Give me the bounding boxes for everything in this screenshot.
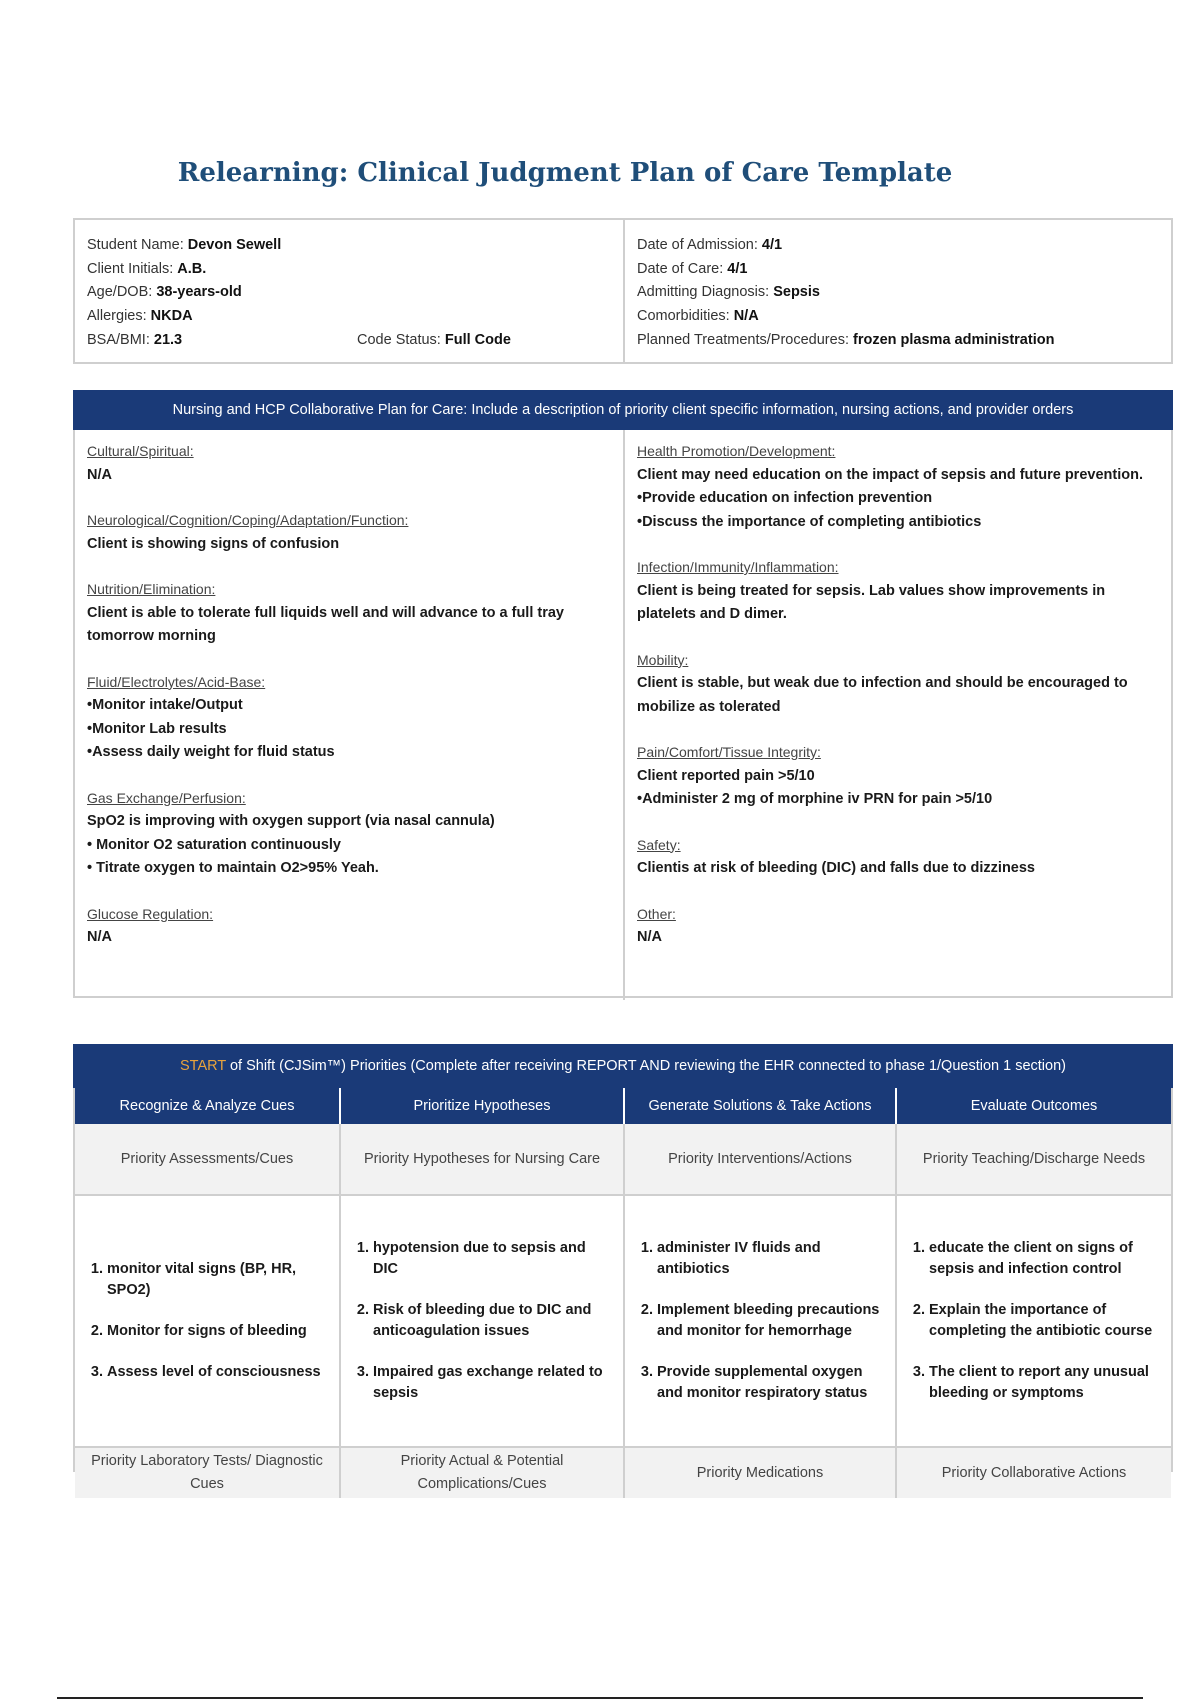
plan-left-column: [75, 430, 623, 1000]
subheader-assessments: Priority Assessments/Cues: [75, 1124, 341, 1194]
info-row: Age/DOB: 38-years-old: [87, 284, 242, 301]
client-info-left: [75, 220, 623, 362]
info-row: Client Initials: A.B.: [87, 260, 207, 277]
list-item: 1. monitor vital signs (BP, HR, SPO2): [107, 1259, 329, 1301]
info-row: Allergies: NKDA: [87, 308, 193, 325]
client-initials: A.B.: [177, 260, 207, 277]
footer-complications: Priority Actual & Potential Complications/Cues: [341, 1448, 625, 1498]
info-row: Admitting Diagnosis: Sepsis: [637, 284, 820, 301]
list-item: 3. Impaired gas exchange related to sepsis: [373, 1362, 613, 1404]
shift-header-row: [75, 1088, 1171, 1124]
assessments-cell: [75, 1196, 341, 1446]
subheader-interventions: Priority Interventions/Actions: [625, 1124, 897, 1194]
shift-body-row: [75, 1196, 1171, 1448]
teaching-cell: [897, 1196, 1171, 1446]
list-item: 3. Assess level of consciousness: [107, 1362, 329, 1383]
client-info-box: [73, 218, 1173, 364]
header-generate: Generate Solutions & Take Actions: [625, 1088, 897, 1124]
plan-of-care-box: [73, 390, 1173, 998]
list-item: 1. hypotension due to sepsis and DIC: [373, 1238, 613, 1280]
date-of-admission: 4/1: [761, 237, 783, 253]
plan-banner: Nursing and HCP Collaborative Plan for Care: Include a description of priority client specific information, nursing actions, and provider orders: [73, 390, 1173, 430]
shift-banner: START of Shift (CJSim™) Priorities (Complete after receiving REPORT AND reviewing the EHR connected to phase 1/Question 1 section): [73, 1044, 1173, 1088]
list-item: 2. Explain the importance of completing the antibiotic course: [929, 1300, 1161, 1342]
plan-section-safety: Safety: Clientis at risk of bleeding (DIC) and falls due to dizziness: [637, 836, 1035, 876]
plan-section-nutrition: Nutrition/Elimination: Client is able to tolerate full liquids well and will advance to a full tray tomorrow morning: [87, 581, 564, 644]
list-item: 3. The client to report any unusual bleeding or symptoms: [929, 1362, 1161, 1404]
list-item: 1. administer IV fluids and antibiotics: [657, 1238, 885, 1280]
subheader-teaching: Priority Teaching/Discharge Needs: [897, 1124, 1171, 1194]
plan-right-column: [623, 430, 1171, 1000]
plan-section-fluid: Fluid/Electrolytes/Acid-Base: •Monitor intake/Output •Monitor Lab results •Assess daily weight for fluid status: [87, 673, 335, 760]
planned-treatments: frozen plasma administration: [853, 331, 1055, 348]
subheader-hypotheses: Priority Hypotheses for Nursing Care: [341, 1124, 625, 1194]
shift-subheader-row: [75, 1124, 1171, 1196]
footer-collaborative: Priority Collaborative Actions: [897, 1448, 1171, 1498]
list-item: 2. Monitor for signs of bleeding: [107, 1321, 329, 1342]
info-row: Student Name: Devon Sewell: [87, 237, 282, 253]
age-dob: 38-years-old: [156, 284, 242, 301]
list-item: 3. Provide supplemental oxygen and monitor respiratory status: [657, 1362, 885, 1404]
plan-section-neurological: Neurological/Cognition/Coping/Adaptation/Function: Client is showing signs of confusion: [87, 512, 409, 552]
admitting-diagnosis: Sepsis: [773, 284, 820, 301]
shift-footer-row: [75, 1448, 1171, 1498]
footer-medications: Priority Medications: [625, 1448, 897, 1498]
interventions-cell: [625, 1196, 897, 1446]
shift-priorities-box: [73, 1044, 1173, 1492]
date-of-care: 4/1: [727, 260, 748, 277]
list-item: 1. educate the client on signs of sepsis and infection control: [929, 1238, 1161, 1280]
comorbidities: N/A: [733, 308, 759, 325]
plan-section-other: Other: N/A: [637, 905, 676, 945]
hypotheses-cell: [341, 1196, 625, 1446]
plan-section-gas-exchange: Gas Exchange/Perfusion: SpO2 is improving with oxygen support (via nasal cannula) • Monitor O2 saturation continuously • Titrate oxygen to maintain O2>95% Yeah.: [87, 789, 495, 876]
info-row: Date of Care: 4/1: [637, 260, 748, 277]
plan-section-mobility: Mobility: Client is stable, but weak due to infection and should be encouraged to mobilize as tolerated: [637, 651, 1128, 715]
plan-section-pain: Pain/Comfort/Tissue Integrity: Client reported pain >5/10 •Administer 2 mg of morphine iv PRN for pain >5/10: [637, 744, 993, 807]
plan-section-infection: Infection/Immunity/Inflammation: Client is being treated for sepsis. Lab values show improvements in platelets and D dimer.: [637, 559, 1106, 622]
header-evaluate: Evaluate Outcomes: [897, 1088, 1171, 1124]
page-title: Relearning: Clinical Judgment Plan of Care Template: [177, 158, 953, 188]
info-row: Date of Admission: 4/1: [637, 237, 783, 253]
info-row: Comorbidities: N/A: [637, 308, 759, 325]
allergies: NKDA: [150, 308, 193, 325]
list-item: 2. Risk of bleeding due to DIC and anticoagulation issues: [373, 1300, 613, 1342]
student-name: Devon Sewell: [187, 237, 282, 253]
footer-lab-tests: Priority Laboratory Tests/ Diagnostic Cues: [75, 1448, 341, 1498]
client-info-right: [623, 220, 1171, 362]
header-prioritize: Prioritize Hypotheses: [341, 1088, 625, 1124]
plan-section-cultural: Cultural/Spiritual: N/A: [87, 443, 194, 483]
page-divider: [57, 1697, 1143, 1699]
info-row: BSA/BMI: 21.3 Code Status: Full Code: [87, 331, 511, 348]
plan-section-health-promotion: Health Promotion/Development: Client may need education on the impact of sepsis and future prevention. •Provide education on infection prevention •Discuss the importance of completing antibiotics: [637, 443, 1143, 530]
code-status: Full Code: [444, 331, 511, 348]
header-recognize: Recognize & Analyze Cues: [75, 1088, 341, 1124]
bsa-bmi: 21.3: [153, 331, 183, 348]
info-row: Planned Treatments/Procedures: frozen plasma administration: [637, 331, 1055, 348]
plan-section-glucose: Glucose Regulation: N/A: [87, 905, 214, 945]
list-item: 2. Implement bleeding precautions and monitor for hemorrhage: [657, 1300, 885, 1342]
